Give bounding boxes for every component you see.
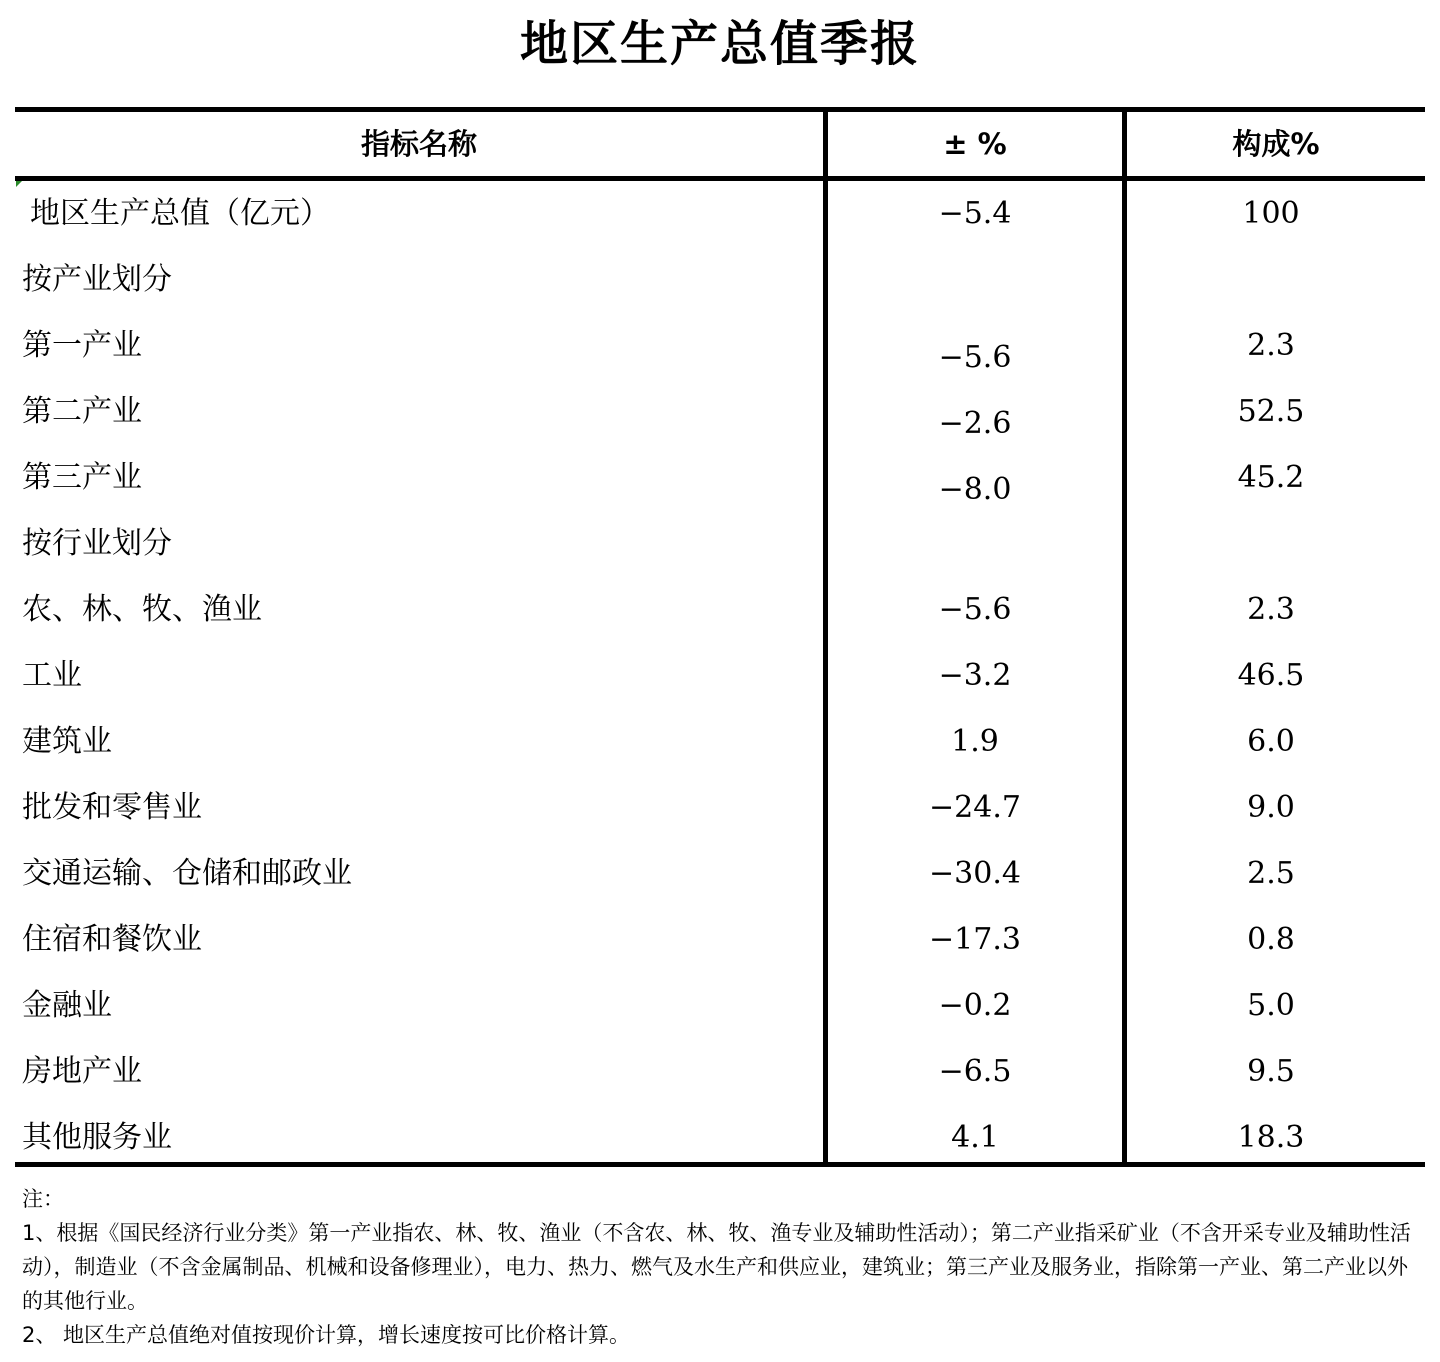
row-name: 房地产业: [22, 1054, 142, 1089]
header-share-percent: 构成%: [1232, 127, 1320, 161]
table-row: [15, 709, 1425, 775]
row-share: 5.0: [1247, 988, 1295, 1023]
row-share: 9.0: [1247, 790, 1295, 825]
row-share: 45.2: [1237, 460, 1305, 495]
row-share: [1122, 247, 1420, 313]
row-change: [828, 247, 1122, 313]
table-row: [15, 775, 1425, 841]
row-change: −5.6: [938, 340, 1012, 375]
row-name: 批发和零售业: [22, 790, 202, 825]
row-change: −3.2: [938, 658, 1012, 693]
row-name: 第三产业: [22, 460, 142, 495]
gdp-table: [15, 107, 1425, 1167]
table-row: [15, 511, 1425, 577]
row-name: 按行业划分: [22, 526, 172, 561]
table-header: [15, 112, 1425, 181]
row-name: 按产业划分: [22, 262, 172, 297]
row-change: 1.9: [951, 724, 999, 759]
row-name: 农、林、牧、渔业: [22, 592, 262, 627]
table-row: [15, 577, 1425, 643]
row-name: 工业: [22, 658, 82, 693]
row-share: 46.5: [1237, 658, 1305, 693]
table-row: [15, 379, 1425, 445]
table-row: [15, 907, 1425, 973]
notes-label: 注：: [22, 1187, 64, 1211]
row-share: 2.3: [1247, 328, 1295, 363]
row-share: [1122, 511, 1420, 577]
row-name: 其他服务业: [22, 1120, 172, 1155]
row-share: 100: [1242, 196, 1300, 231]
row-name: 住宿和餐饮业: [22, 922, 202, 957]
table-row: [15, 181, 1425, 247]
footnotes: [22, 1182, 1417, 1352]
header-change-percent: ± %: [943, 127, 1007, 161]
row-name: 第一产业: [22, 328, 142, 363]
row-name: 金融业: [22, 988, 112, 1023]
table-row: [15, 643, 1425, 709]
row-share: 9.5: [1247, 1054, 1295, 1089]
row-share: 0.8: [1247, 922, 1295, 957]
row-share: 2.5: [1247, 856, 1295, 891]
row-change: −8.0: [938, 472, 1012, 507]
table-row: [15, 973, 1425, 1039]
note-item: 1、根据《国民经济行业分类》第一产业指农、林、牧、渔业（不含农、林、牧、渔专业及辅助性活动）；第二产业指采矿业（不含开采专业及辅助性活动），制造业（不含金属制品、机械和设备修理业），电力、热力、燃气及水生产和供应业，建筑业；第三产业及服务业，指除第一产业、第二产业以外的其他行业。: [22, 1221, 1411, 1313]
row-change: −30.4: [929, 856, 1021, 891]
row-share: 52.5: [1237, 394, 1305, 429]
row-change: −5.4: [938, 196, 1012, 231]
table-row: [15, 445, 1425, 511]
page-title: 地区生产总值季报: [519, 16, 920, 72]
row-change: −2.6: [938, 406, 1012, 441]
table-row: [15, 247, 1425, 313]
row-name: 地区生产总值（亿元）: [30, 196, 330, 231]
row-change: −6.5: [938, 1054, 1012, 1089]
row-share: 2.3: [1247, 592, 1295, 627]
row-change: [828, 511, 1122, 577]
table-row: [15, 313, 1425, 379]
row-change: −17.3: [929, 922, 1021, 957]
row-change: −0.2: [938, 988, 1012, 1023]
header-indicator-name: 指标名称: [360, 127, 477, 161]
table-row: [15, 1105, 1425, 1171]
row-change: −24.7: [929, 790, 1021, 825]
row-change: −5.6: [938, 592, 1012, 627]
row-name: 第二产业: [22, 394, 142, 429]
row-change: 4.1: [951, 1120, 999, 1155]
row-share: 6.0: [1247, 724, 1295, 759]
row-name: 建筑业: [22, 724, 112, 759]
row-name: 交通运输、仓储和邮政业: [22, 856, 352, 891]
note-item: 2、 地区生产总值绝对值按现价计算，增长速度按可比价格计算。: [22, 1323, 631, 1347]
table-row: [15, 1039, 1425, 1105]
row-share: 18.3: [1237, 1120, 1305, 1155]
table-row: [15, 841, 1425, 907]
